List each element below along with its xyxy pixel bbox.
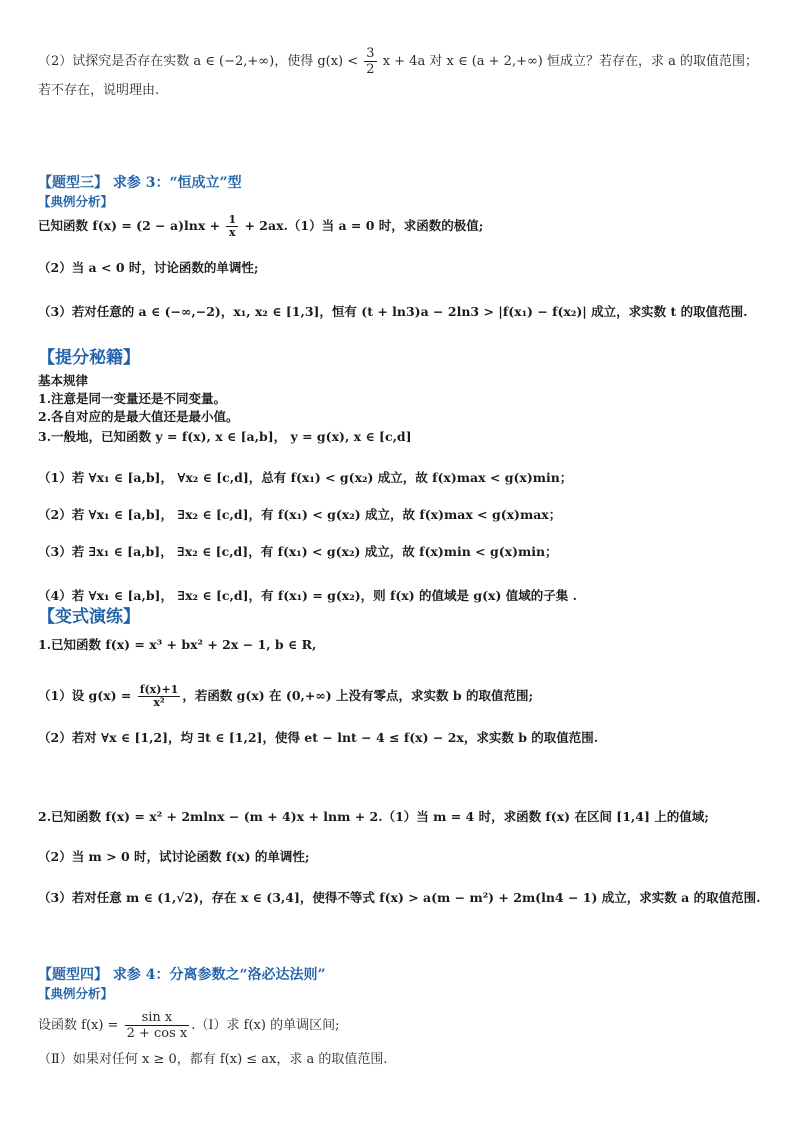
section-3-problem-line-3: （3）若对任意的 a ∈ (−∞,−2)，x₁, x₂ ∈ [1,3]，恒有 (t + ln3)a − 2ln3 > |f(x₁) − f(x₂)| 成立，求实数 t 的取值范围. xyxy=(38,304,748,319)
fraction-one-over-x xyxy=(226,214,238,239)
fraction-denominator: 2 xyxy=(366,62,375,77)
section-4-problem-line-2: （Ⅱ）如果对任何 x ≥ 0，都有 f(x) ≤ ax，求 a 的取值范围. xyxy=(38,1052,388,1067)
tips-line-4: 3.一般地，已知函数 y = f(x), x ∈ [a,b]， y = g(x), x ∈ [c,d] xyxy=(38,429,412,444)
tips-case-2: （2）若 ∀x₁ ∈ [a,b]， ∃x₂ ∈ [c,d]，有 f(x₁) < g(x₂) 成立，故 f(x)max < g(x)max； xyxy=(38,507,562,522)
tips-line-1: 基本规律 xyxy=(38,373,89,388)
practice-exercise-1-q1 xyxy=(38,684,764,709)
fraction-numerator: sin x xyxy=(125,1010,190,1026)
exercise-1-q1-text-a: （1）设 g(x) = xyxy=(38,688,136,703)
section-4-p1-text-a: 设函数 f(x) = xyxy=(38,1018,123,1033)
fraction-denominator: x² xyxy=(153,696,165,709)
practice-exercise-2-q2: （2）当 m > 0 时，试讨论函数 f(x) 的单调性; xyxy=(38,849,310,864)
practice-exercise-1: 1.已知函数 f(x) = x³ + bx² + 2x − 1, b ∈ R, xyxy=(38,637,317,652)
fraction-numerator: f(x)+1 xyxy=(139,683,179,696)
exercise-1-q1-text-b: ，若函数 g(x) 在 (0,+∞) 上没有零点，求实数 b 的取值范围; xyxy=(182,688,534,703)
fraction-numerator: 1 xyxy=(228,213,237,226)
question-2-line-1 xyxy=(38,46,764,77)
section-3-subtitle: 【典例分析】 xyxy=(38,194,114,209)
tips-title: 【提分秘籍】 xyxy=(38,348,140,368)
question-2-text-a: （2）试探究是否存在实数 a ∈ (−2,+∞)，使得 g(x) < xyxy=(38,54,363,69)
question-2-line-2: 若不存在，说明理由. xyxy=(38,83,160,98)
fraction-three-halves xyxy=(364,46,376,77)
section-4-title: 【题型四】 求参 4：分离参数之“洛必达法则” xyxy=(38,967,326,983)
section-4-subtitle: 【典例分析】 xyxy=(38,986,114,1001)
practice-exercise-2: 2.已知函数 f(x) = x² + 2mlnx − (m + 4)x + lnm + 2.（1）当 m = 4 时，求函数 f(x) 在区间 [1,4] 上的值域; xyxy=(38,809,709,824)
fraction-denominator: 2 + cos x xyxy=(126,1026,188,1041)
tips-case-4: （4）若 ∀x₁ ∈ [a,b]， ∃x₂ ∈ [c,d]，有 f(x₁) = g(x₂)，则 f(x) 的值域是 g(x) 值域的子集 . xyxy=(38,588,577,603)
fraction-g-definition xyxy=(138,684,181,709)
section-3-title: 【题型三】 求参 3：“恒成立”型 xyxy=(38,175,242,191)
question-2-text-b: x + 4a 对 x ∈ (a + 2,+∞) 恒成立？若存在，求 a 的取值范围； xyxy=(378,54,759,69)
tips-line-3: 2.各自对应的是最大值还是最小值。 xyxy=(38,409,239,424)
practice-exercise-2-q3: （3）若对任意 m ∈ (1,√2)，存在 x ∈ (3,4]，使得不等式 f(x) > a(m − m²) + 2m(ln4 − 1) 成立，求实数 a 的取值范围. xyxy=(38,890,761,905)
practice-exercise-1-q2: （2）若对 ∀x ∈ [1,2]，均 ∃t ∈ [1,2]，使得 et − lnt − 4 ≤ f(x) − 2x，求实数 b 的取值范围. xyxy=(38,730,599,745)
section-4-problem-line-1 xyxy=(38,1010,764,1041)
tips-line-2: 1.注意是同一变量还是不同变量。 xyxy=(38,391,227,406)
section-3-problem-line-1 xyxy=(38,214,764,239)
fraction-sin-over-cos xyxy=(125,1010,190,1041)
section-3-p1-text-b: + 2ax.（1）当 a = 0 时，求函数的极值; xyxy=(240,218,484,233)
section-3-p1-text-a: 已知函数 f(x) = (2 − a)lnx + xyxy=(38,218,225,233)
fraction-denominator: x xyxy=(229,226,236,239)
section-4-p1-text-b: .（Ⅰ）求 f(x) 的单调区间; xyxy=(191,1018,340,1033)
practice-title: 【变式演练】 xyxy=(38,607,140,627)
fraction-numerator: 3 xyxy=(366,46,375,61)
tips-case-1: （1）若 ∀x₁ ∈ [a,b]， ∀x₂ ∈ [c,d]，总有 f(x₁) < g(x₂) 成立，故 f(x)max < g(x)min； xyxy=(38,470,573,485)
tips-case-3: （3）若 ∃x₁ ∈ [a,b]， ∃x₂ ∈ [c,d]，有 f(x₁) < g(x₂) 成立，故 f(x)min < g(x)min； xyxy=(38,544,558,559)
section-3-problem-line-2: （2）当 a < 0 时，讨论函数的单调性; xyxy=(38,260,259,275)
